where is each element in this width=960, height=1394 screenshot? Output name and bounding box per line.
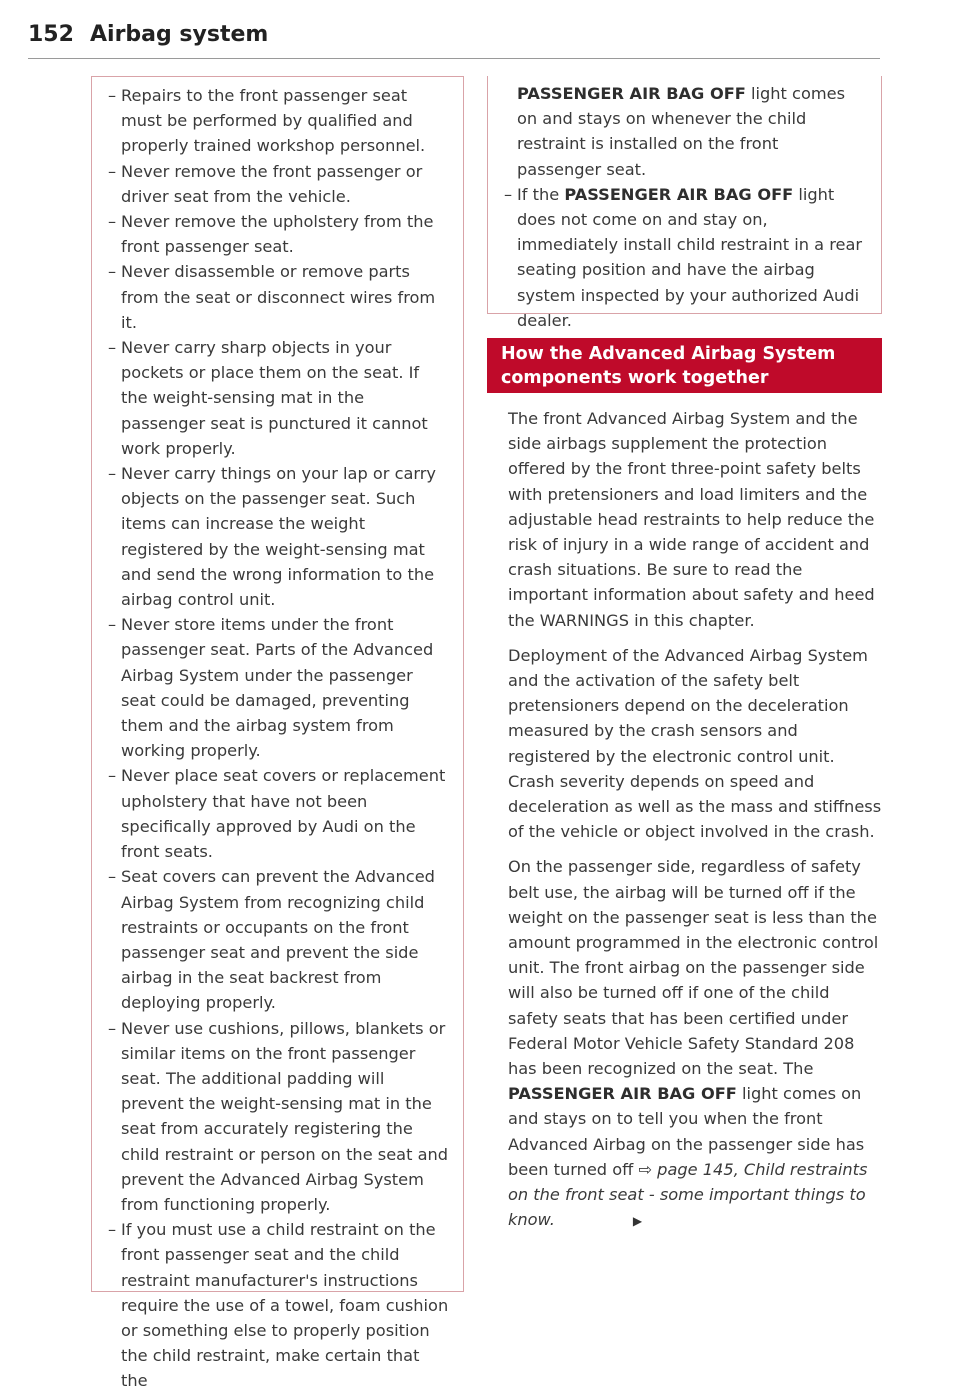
list-item: – Never carry sharp objects in your pockets or place them on the seat. If the weight-sensing mat in the passenger seat is punctured it cannot work properly. — [108, 335, 449, 461]
list-item: – Never carry things on your lap or carry objects on the passenger seat. Such items can increase the weight registered by the weight-sensing mat and send the wrong information to the airbag control unit. — [108, 461, 449, 612]
list-item: – If the PASSENGER AIR BAG OFF light does not come on and stay on, immediately install child restraint in a rear seating position and have the airbag system inspected by your authorized Audi dealer. — [504, 182, 867, 333]
subsection-heading: How the Advanced Airbag System components work together — [487, 338, 882, 393]
page-reference-link[interactable]: ⇨ page 145, Child restraints on the front seat - some important things to know. — [508, 1159, 868, 1230]
list-item: – Never place seat covers or replacement upholstery that have not been specifically approved by Audi on the front seats. — [108, 763, 449, 864]
indicator-name: PASSENGER AIR BAG OFF — [564, 184, 794, 204]
list-item: – Never store items under the front passenger seat. Parts of the Advanced Airbag System under the passenger seat could be damaged, preventing them and the airbag system from working properly. — [108, 612, 449, 763]
indicator-name: PASSENGER AIR BAG OFF — [517, 84, 746, 103]
warning-list — [488, 182, 881, 333]
paragraph: On the passenger side, regardless of safety belt use, the airbag will be turned off if the weight on the passenger seat is less than the amount programmed in the electronic control unit. The front airbag on the passenger side will also be turned off if one of the child safety seats that has been certified under Federal Motor Vehicle Safety Standard 208 has been recognized on the seat. The PASSENGER AIR BAG OFF light comes on and stays on to tell you when the front Advanced Airbag on the passenger side has been turned off ⇨ page 145, Child restraints on the front seat - some important things to know. ▶ — [508, 854, 882, 1234]
list-item: – Never disassemble or remove parts from the seat or disconnect wires from it. — [108, 259, 449, 335]
warning-box-continued — [91, 76, 464, 1391]
body-text — [508, 406, 882, 1245]
section-title: Airbag system — [90, 22, 269, 47]
page-number: 152 — [28, 22, 74, 47]
warning-box-end — [487, 76, 882, 330]
list-item: – Never use cushions, pillows, blankets or similar items on the front passenger seat. The additional padding will prevent the weight-sensing mat in the seat from accurately registering the child restraint or person on the seat and prevent the Advanced Airbag System from functioning properly. — [108, 1016, 449, 1218]
page-header — [28, 18, 880, 59]
continued-text: PASSENGER AIR BAG OFF light comes on and stays on whenever the child restraint is installed on the front passenger seat. — [517, 84, 846, 179]
paragraph: The front Advanced Airbag System and the side airbags supplement the protection offered by the front three-point safety belts with pretensioners and load limiters and the adjustable head restraints to help reduce the risk of injury in a wide range of accident and crash situations. Be sure to read the important information about safety and heed the WARNINGS in this chapter. — [508, 409, 875, 630]
list-item: – Never remove the upholstery from the front passenger seat. — [108, 209, 449, 259]
paragraph: Deployment of the Advanced Airbag System and the activation of the safety belt pretensioners depend on the deceleration measured by the crash sensors and registered by the electronic control unit. Crash severity depends on speed and deceleration as well as the mass and stiffness of the vehicle or object involved in the crash. — [508, 645, 882, 842]
list-item: – Never remove the front passenger or driver seat from the vehicle. — [108, 159, 449, 209]
list-item: – If you must use a child restraint on the front passenger seat and the child restraint manufacturer's instructions require the use of a towel, foam cushion or something else to properly position the child restraint, make certain that the — [108, 1217, 449, 1393]
continue-arrow-icon: ▶ — [632, 1214, 643, 1229]
arrow-right-icon: ⇨ — [638, 1159, 653, 1179]
warning-list — [92, 77, 463, 1394]
indicator-name: PASSENGER AIR BAG OFF — [508, 1084, 737, 1104]
list-item: – Repairs to the front passenger seat must be performed by qualified and properly trained workshop personnel. — [108, 83, 449, 159]
list-item: – Seat covers can prevent the Advanced Airbag System from recognizing child restraints or occupants on the front passenger seat and prevent the side airbag in the seat backrest from deploying properly. — [108, 864, 449, 1015]
